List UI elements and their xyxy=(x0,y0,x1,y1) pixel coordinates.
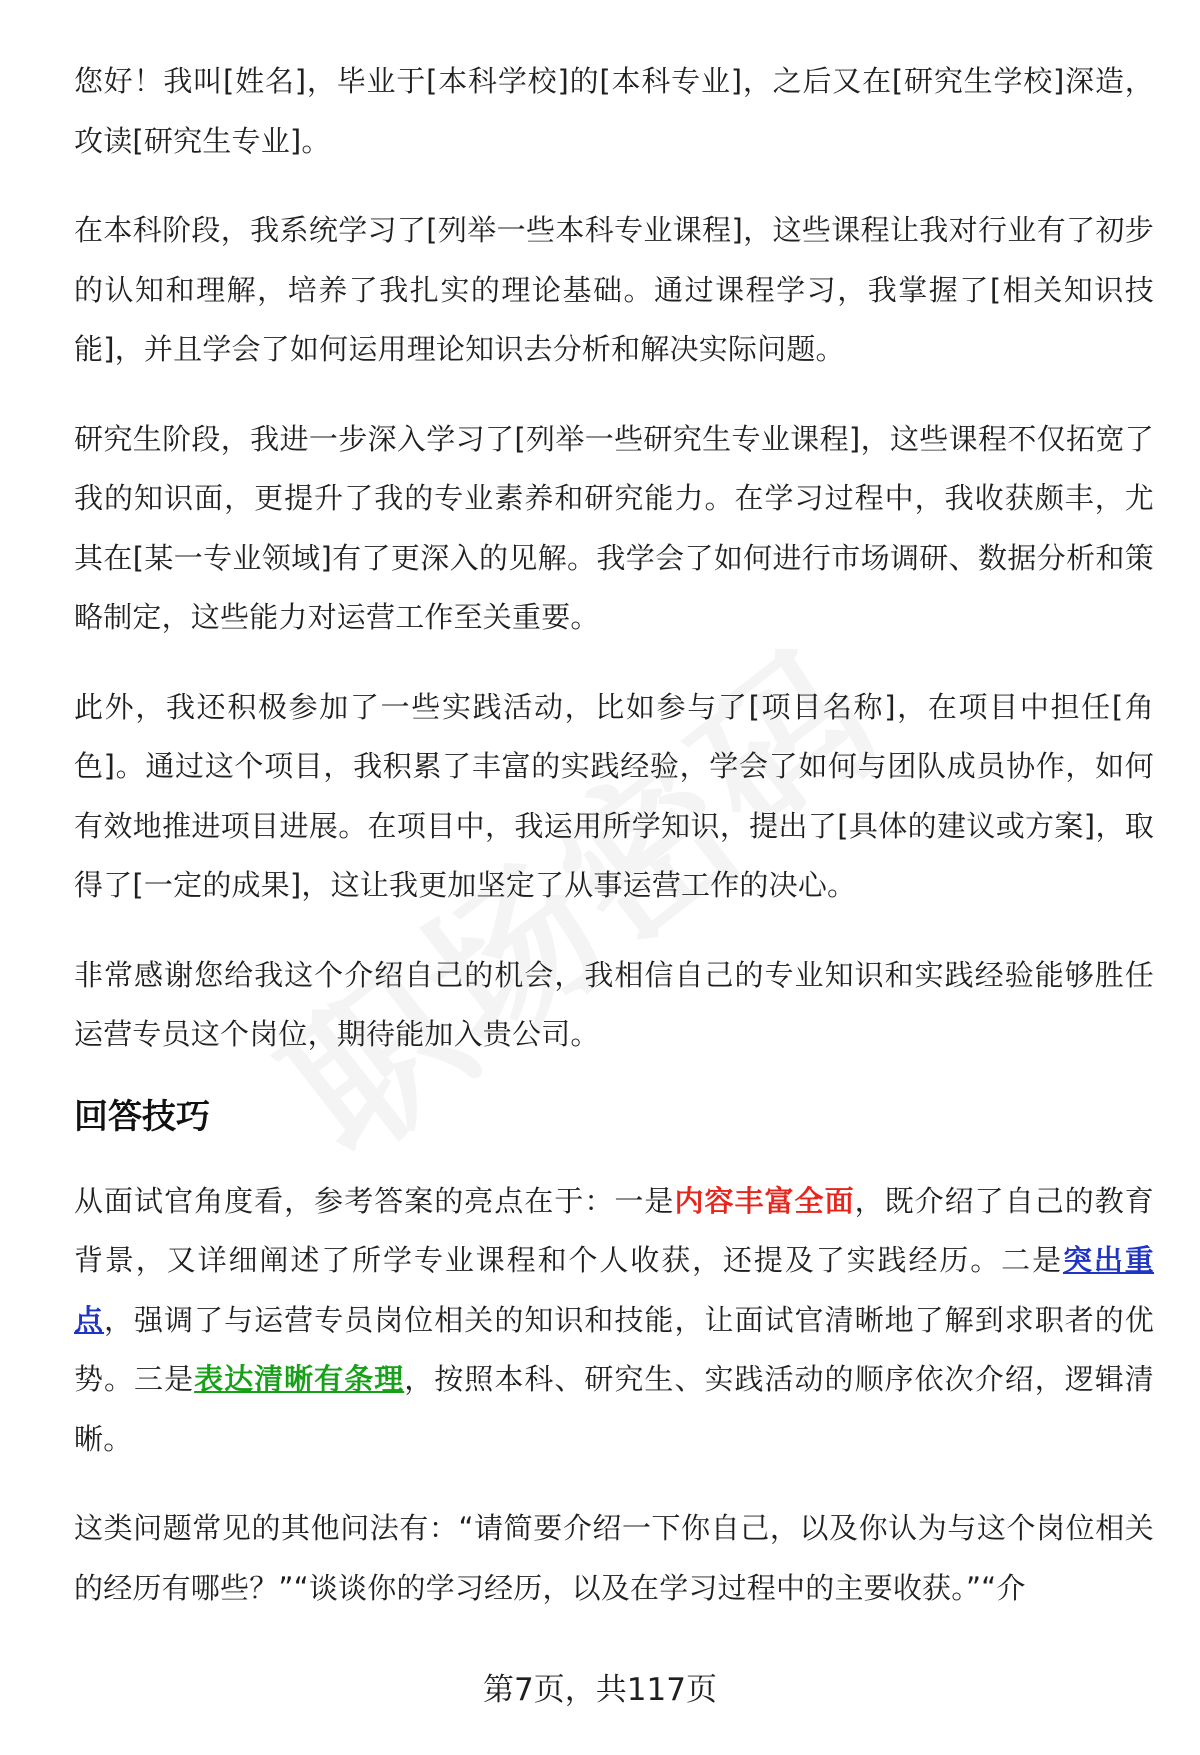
tips-text-1: 从面试官角度看，参考答案的亮点在于：一是 xyxy=(74,1183,675,1218)
highlight-key-points: 突出重点 xyxy=(74,1243,1154,1337)
page-number: 第7页，共117页 xyxy=(483,1672,717,1708)
highlight-content-rich: 内容丰富全面 xyxy=(674,1183,855,1218)
intro-paragraph: 您好！我叫[姓名]，毕业于[本科学校]的[本科专业]，之后又在[研究生学校]深造，攻读[研究生专业]。 xyxy=(74,64,1154,158)
tips-text-2: ，既介绍了自己的教育背景，又详细阐述了所学专业课程和个人收获，还提及了实践经历。二是 xyxy=(74,1183,1154,1277)
other-questions-paragraph: 这类问题常见的其他问法有：“请简要介绍一下你自己，以及你认为与这个岗位相关的经历有哪些？”“谈谈你的学习经历，以及在学习过程中的主要收获。”“介 xyxy=(74,1511,1154,1605)
closing-paragraph: 非常感谢您给我这个介绍自己的机会，我相信自己的专业知识和实践经验能够胜任运营专员这个岗位，期待能加入贵公司。 xyxy=(74,957,1154,1051)
practice-paragraph: 此外，我还积极参加了一些实践活动，比如参与了[项目名称]，在项目中担任[角色]。通过这个项目，我积累了丰富的实践经验，学会了如何与团队成员协作，如何有效地推进项目进展。在项目中，我运用所学知识，提出了[具体的建议或方案]，取得了[一定的成果]，这让我更加坚定了从事运营工作的决心。 xyxy=(74,689,1154,902)
tips-text-4: ，按照本科、研究生、实践活动的顺序依次介绍，逻辑清晰。 xyxy=(74,1362,1154,1456)
section-title-answer-tips: 回答技巧 xyxy=(74,1096,210,1137)
tips-paragraph xyxy=(74,1172,1154,1470)
graduate-paragraph: 研究生阶段，我进一步深入学习了[列举一些研究生专业课程]，这些课程不仅拓宽了我的知识面，更提升了我的专业素养和研究能力。在学习过程中，我收获颇丰，尤其在[某一专业领域]有了更深入的见解。我学会了如何进行市场调研、数据分析和策略制定，这些能力对运营工作至关重要。 xyxy=(74,421,1154,634)
undergraduate-paragraph: 在本科阶段，我系统学习了[列举一些本科专业课程]，这些课程让我对行业有了初步的认知和理解，培养了我扎实的理论基础。通过课程学习，我掌握了[相关知识技能]，并且学会了如何运用理论知识去分析和解决实际问题。 xyxy=(74,213,1154,366)
highlight-clear-expression: 表达清晰有条理 xyxy=(194,1362,405,1396)
tips-text-3: ，强调了与运营专员岗位相关的知识和技能，让面试官清晰地了解到求职者的优势。三是 xyxy=(74,1302,1154,1396)
document-page xyxy=(74,52,1154,1648)
